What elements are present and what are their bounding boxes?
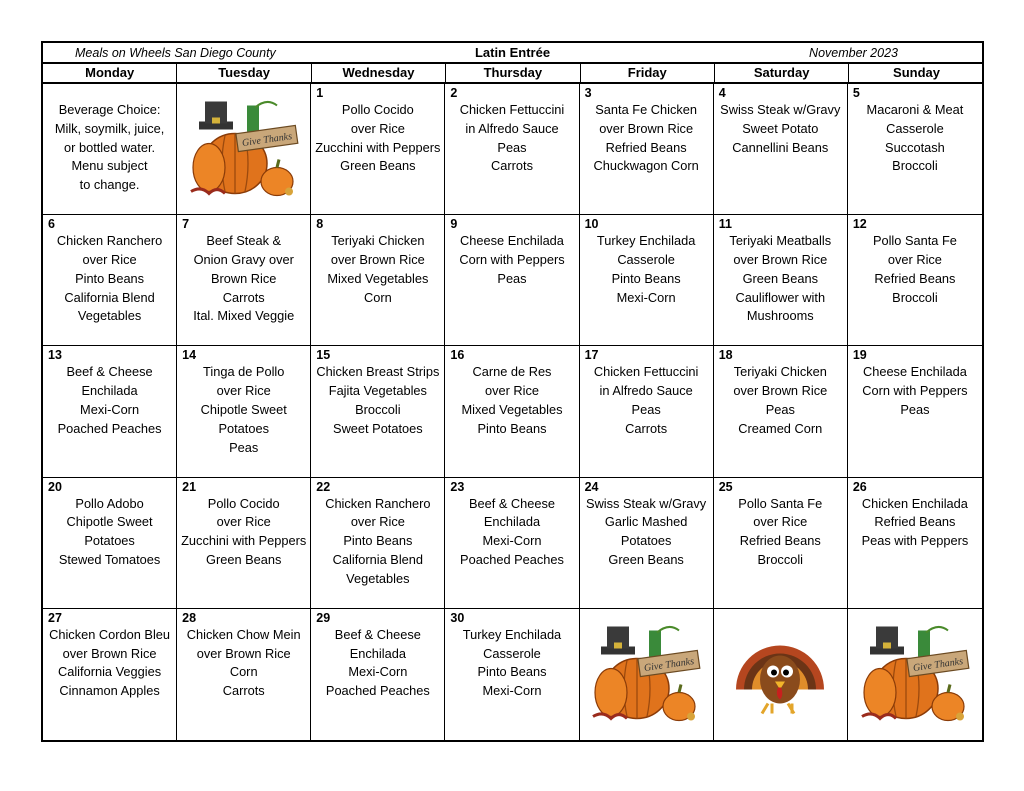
day-cell-6: [43, 215, 177, 346]
menu-title: Latin Entrée: [474, 45, 551, 60]
day-number: 25: [718, 479, 733, 494]
day-cell-23: [445, 478, 579, 609]
menu-item: over Brown Rice: [196, 645, 291, 661]
menu-items: [43, 626, 176, 701]
day-cell-21: [177, 478, 311, 609]
weekday-thursday: Thursday: [446, 64, 580, 82]
weekday-tuesday: Tuesday: [177, 64, 311, 82]
day-number: 30: [450, 610, 465, 625]
menu-item: over Rice: [753, 514, 808, 530]
menu-calendar: [41, 41, 984, 742]
menu-item: Turkey Enchilada: [596, 233, 696, 249]
menu-item: California Blend: [332, 551, 424, 567]
day-number: 1: [316, 86, 324, 100]
pumpkin-give-thanks-icon: [587, 617, 705, 727]
menu-item: Creamed Corn: [738, 420, 823, 436]
menu-item: over Brown Rice: [599, 120, 694, 136]
menu-item: Chicken Ranchero: [56, 233, 163, 249]
menu-item: Green Beans: [340, 158, 416, 174]
menu-item: Carrots: [222, 683, 265, 699]
menu-item: over Rice: [82, 251, 137, 267]
menu-items: [43, 495, 176, 570]
turkey-icon: [728, 624, 832, 720]
menu-item: Milk, soymilk, juice,: [54, 120, 165, 136]
day-cell-25: [714, 478, 848, 609]
menu-item: Green Beans: [608, 551, 684, 567]
menu-item: Carrots: [491, 158, 533, 174]
menu-item: Cannellini Beans: [732, 139, 829, 155]
menu-item: Pollo Cocido: [207, 495, 280, 511]
menu-item: over Rice: [350, 514, 405, 530]
menu-items: [580, 363, 713, 438]
menu-item: Vegetables: [77, 308, 142, 324]
menu-items: [311, 101, 444, 176]
day-number: 8: [316, 217, 324, 232]
menu-item: Enchilada: [483, 514, 541, 530]
menu-items: [177, 363, 310, 457]
menu-item: over Rice: [887, 251, 942, 267]
menu-item: Cinnamon Apples: [59, 683, 160, 699]
day-number: 19: [852, 348, 867, 363]
day-number: 24: [584, 479, 599, 494]
menu-item: Mexi-Corn: [616, 289, 676, 305]
day-number: 11: [718, 217, 732, 232]
menu-month: November 2023: [809, 46, 898, 60]
day-number: 28: [182, 610, 197, 625]
menu-item: Cauliflower with: [735, 289, 826, 305]
menu-item: Poached Peaches: [460, 551, 564, 567]
pumpkin-illustration: [856, 617, 974, 732]
menu-item: Broccoli: [892, 289, 938, 305]
menu-item: Swiss Steak w/Gravy: [720, 102, 841, 117]
day-cell-19: [848, 346, 982, 477]
menu-item: Fajita Vegetables: [328, 383, 427, 399]
menu-item: Ital. Mixed Veggie: [193, 308, 295, 324]
menu-item: Sweet Potato: [742, 120, 819, 136]
day-number: 18: [718, 348, 733, 363]
menu-item: Refried Beans: [605, 139, 687, 155]
day-number: 22: [316, 479, 331, 494]
menu-item: Chipotle Sweet: [66, 514, 153, 530]
day-number: 4: [718, 86, 726, 100]
menu-item: Pinto Beans: [75, 270, 145, 286]
weekday-wednesday: Wednesday: [312, 64, 446, 82]
beverage-note-cell: [43, 84, 177, 215]
menu-item: California Blend: [64, 289, 155, 305]
menu-item: Sweet Potatoes: [333, 420, 423, 436]
menu-item: Mexi-Corn: [348, 664, 408, 680]
menu-item: Casserole: [617, 251, 675, 267]
menu-items: [445, 626, 578, 701]
weekday-sunday: Sunday: [893, 65, 941, 80]
menu-item: Mexi-Corn: [482, 683, 542, 699]
pumpkin-give-thanks-icon: [856, 617, 974, 727]
decoration-cell: [714, 609, 848, 740]
menu-item: Corn: [363, 289, 392, 305]
menu-item: Zucchini with Peppers: [181, 533, 307, 549]
day-cell-18: [714, 346, 848, 477]
menu-items: [43, 363, 176, 438]
day-number: 23: [450, 479, 465, 494]
menu-item: Pollo Santa Fe: [738, 495, 823, 511]
menu-item: Broccoli: [892, 158, 938, 174]
menu-items: [311, 232, 444, 307]
menu-item: Pinto Beans: [343, 533, 413, 549]
menu-item: Chicken Enchilada: [861, 495, 968, 511]
menu-item: Beverage Choice:: [58, 102, 161, 117]
menu-item: Poached Peaches: [57, 420, 162, 436]
menu-items: [580, 495, 713, 570]
menu-item: to change.: [79, 177, 140, 193]
day-cell-22: [311, 478, 445, 609]
menu-items: [445, 101, 578, 176]
menu-items: [848, 495, 982, 551]
menu-item: Enchilada: [349, 645, 406, 661]
menu-items: [714, 363, 847, 438]
give-thanks-sign-text: Give Thanks: [643, 656, 695, 675]
menu-item: Turkey Enchilada: [462, 626, 562, 642]
day-cell-17: [580, 346, 714, 477]
menu-item: Chuckwagon Corn: [593, 158, 699, 174]
menu-item: Pollo Santa Fe: [872, 233, 957, 249]
day-number: 3: [584, 86, 592, 100]
menu-items: [445, 495, 578, 570]
weekday-header-row: [43, 64, 982, 84]
menu-item: Potatoes: [84, 533, 135, 549]
menu-item: Tinga de Pollo: [203, 364, 285, 380]
menu-item: Zucchini with Peppers: [315, 139, 441, 155]
menu-item: Corn: [229, 664, 258, 680]
day-cell-28: [177, 609, 311, 740]
day-number: 20: [48, 479, 62, 494]
menu-item: Carrots: [625, 420, 668, 436]
decoration-cell: [177, 84, 311, 215]
day-number: 10: [584, 217, 599, 232]
menu-item: Refried Beans: [874, 514, 956, 530]
menu-items: [714, 232, 847, 326]
menu-item: Enchilada: [81, 383, 138, 399]
weekday-friday: Friday: [581, 64, 715, 82]
menu-item: Peas with Peppers: [861, 533, 969, 549]
menu-item: Peas: [765, 401, 795, 417]
menu-item: Carrots: [222, 289, 265, 305]
menu-items: [445, 363, 578, 438]
menu-item: Cheese Enchilada: [862, 364, 967, 380]
decoration-cell: [580, 609, 714, 740]
menu-item: Casserole: [483, 645, 541, 661]
menu-items: [43, 101, 176, 195]
menu-item: Chicken Ranchero: [325, 495, 431, 511]
organization-name: Meals on Wheels San Diego County: [75, 46, 276, 60]
menu-item: Santa Fe Chicken: [595, 102, 697, 117]
menu-item: Chicken Breast Strips: [316, 364, 440, 380]
menu-item: Pollo Cocido: [341, 102, 414, 117]
menu-item: Teriyaki Chicken: [733, 364, 827, 380]
menu-item: Broccoli: [355, 401, 401, 417]
day-cell-8: [311, 215, 445, 346]
menu-item: Beef & Cheese: [334, 626, 421, 642]
menu-item: Chicken Cordon Bleu: [49, 626, 171, 642]
menu-items: [848, 232, 982, 307]
menu-items: [714, 101, 847, 157]
menu-item: Potatoes: [620, 533, 672, 549]
menu-item: Corn with Peppers: [459, 251, 565, 267]
menu-item: California Veggies: [57, 664, 162, 680]
menu-item: in Alfredo Sauce: [465, 120, 559, 136]
day-number: 14: [182, 348, 197, 363]
menu-item: Beef & Cheese: [468, 495, 556, 511]
menu-item: Green Beans: [206, 551, 282, 567]
menu-item: Mexi-Corn: [80, 401, 140, 417]
day-cell-12: [848, 215, 982, 346]
menu-item: over Brown Rice: [62, 645, 157, 661]
decoration-cell: [848, 609, 982, 740]
day-cell-7: [177, 215, 311, 346]
day-cell-11: [714, 215, 848, 346]
menu-item: Pollo Adobo: [75, 495, 144, 511]
menu-item: over Rice: [350, 120, 405, 136]
day-cell-30: [445, 609, 579, 740]
menu-item: Cheese Enchilada: [460, 233, 564, 249]
menu-items: [177, 495, 310, 570]
calendar-grid: [43, 84, 982, 740]
menu-items: [714, 495, 847, 570]
day-number: 13: [48, 348, 62, 363]
menu-item: Mexi-Corn: [482, 533, 542, 549]
day-number: 29: [316, 610, 331, 625]
menu-item: Pinto Beans: [477, 664, 547, 680]
menu-item: over Brown Rice: [733, 251, 828, 267]
menu-item: Beef Steak &: [206, 233, 282, 249]
menu-item: Swiss Steak w/Gravy: [586, 495, 707, 511]
menu-item: Mixed Vegetables: [461, 401, 563, 417]
menu-items: [311, 363, 444, 438]
menu-items: [43, 232, 176, 326]
menu-items: [177, 232, 310, 326]
menu-item: Peas: [497, 139, 527, 155]
pumpkin-illustration: [587, 617, 705, 732]
menu-item: Onion Gravy over: [193, 251, 294, 267]
menu-items: [580, 101, 713, 176]
menu-item: Vegetables: [346, 570, 410, 586]
day-cell-20: [43, 478, 177, 609]
day-cell-10: [580, 215, 714, 346]
menu-item: Mushrooms: [746, 308, 814, 324]
day-number: 2: [450, 86, 458, 100]
menu-items: [848, 363, 982, 419]
menu-item: Chicken Fettuccini: [459, 102, 565, 117]
menu-item: Pinto Beans: [611, 270, 681, 286]
menu-item: Peas: [631, 401, 661, 417]
menu-item: Chipotle Sweet: [200, 401, 287, 417]
day-number: 9: [450, 217, 458, 232]
menu-item: Mixed Vegetables: [327, 270, 429, 286]
menu-item: Casserole: [886, 120, 944, 136]
menu-items: [848, 101, 982, 176]
pumpkin-illustration: [185, 92, 303, 207]
menu-item: over Rice: [216, 514, 271, 530]
day-cell-3: [580, 84, 714, 215]
give-thanks-sign-text: Give Thanks: [241, 131, 293, 150]
menu-item: Peas: [497, 270, 527, 286]
day-number: 27: [48, 610, 62, 625]
day-number: 17: [584, 348, 599, 363]
day-number: 6: [48, 217, 55, 232]
day-number: 15: [316, 348, 331, 363]
menu-item: Corn with Peppers: [862, 383, 968, 399]
day-cell-13: [43, 346, 177, 477]
day-number: 16: [450, 348, 465, 363]
day-number: 5: [852, 86, 860, 100]
menu-item: Teriyaki Chicken: [331, 233, 425, 249]
menu-item: in Alfredo Sauce: [599, 383, 693, 399]
day-cell-26: [848, 478, 982, 609]
weekday-saturday: Saturday: [715, 64, 849, 82]
pumpkin-give-thanks-icon: [185, 92, 303, 202]
menu-item: over Brown Rice: [733, 383, 828, 399]
day-cell-14: [177, 346, 311, 477]
day-cell-9: [445, 215, 579, 346]
day-number: 21: [182, 479, 197, 494]
weekday-monday: Monday: [43, 64, 177, 82]
day-cell-4: [714, 84, 848, 215]
menu-item: Refried Beans: [874, 270, 956, 286]
menu-items: [445, 232, 578, 288]
day-number: 7: [182, 217, 190, 232]
menu-items: [580, 232, 713, 307]
menu-item: Macaroni & Meat: [866, 102, 964, 117]
give-thanks-sign-text: Give Thanks: [912, 656, 964, 675]
menu-item: Chicken Fettuccini: [593, 364, 699, 380]
menu-item: Brown Rice: [210, 270, 277, 286]
menu-item: Beef & Cheese: [66, 364, 153, 380]
menu-item: Potatoes: [218, 420, 269, 436]
menu-item: Teriyaki Meatballs: [729, 233, 832, 249]
menu-item: or bottled water.: [64, 139, 156, 155]
day-cell-5: [848, 84, 982, 215]
menu-item: Succotash: [885, 139, 945, 155]
menu-item: Garlic Mashed: [604, 514, 688, 530]
menu-item: Green Beans: [742, 270, 818, 286]
day-cell-15: [311, 346, 445, 477]
menu-item: Peas: [229, 439, 259, 455]
menu-item: Broccoli: [757, 551, 804, 567]
menu-items: [177, 626, 310, 701]
day-number: 26: [852, 479, 867, 494]
menu-item: Stewed Tomatoes: [58, 551, 161, 567]
day-cell-1: [311, 84, 445, 215]
day-cell-24: [580, 478, 714, 609]
calendar-header: [43, 43, 982, 64]
menu-items: [311, 626, 444, 701]
menu-items: [311, 495, 444, 589]
day-cell-29: [311, 609, 445, 740]
menu-item: Chicken Chow Mein: [186, 626, 301, 642]
menu-item: Menu subject: [71, 158, 148, 174]
turkey-illustration: [728, 624, 832, 725]
day-number: 12: [852, 217, 867, 232]
menu-item: Pinto Beans: [477, 420, 547, 436]
day-cell-2: [445, 84, 579, 215]
menu-item: over Rice: [484, 383, 540, 399]
menu-item: Carne de Res: [472, 364, 552, 380]
day-cell-16: [445, 346, 579, 477]
day-cell-27: [43, 609, 177, 740]
menu-item: Peas: [900, 401, 930, 417]
menu-item: Refried Beans: [739, 533, 821, 549]
menu-item: Poached Peaches: [325, 683, 430, 699]
menu-item: over Brown Rice: [330, 251, 425, 267]
menu-item: over Rice: [216, 383, 271, 399]
